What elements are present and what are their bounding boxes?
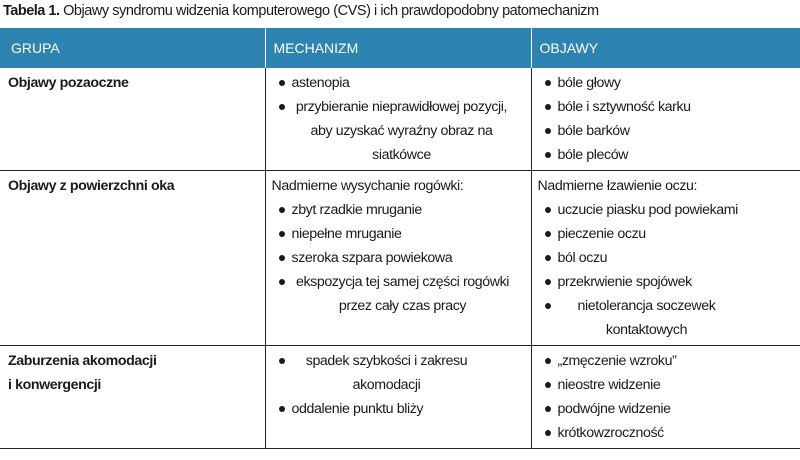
list-item — [266, 349, 525, 397]
group-label: Objawy z powierzchni oka — [8, 178, 175, 194]
mechanism-list — [266, 198, 525, 318]
mechanism-cell — [265, 68, 531, 171]
group-cell — [0, 171, 265, 346]
symptoms-intro: Nadmierne łzawienie oczu: — [537, 178, 698, 194]
symptoms-cell — [531, 171, 800, 346]
symptoms-list — [532, 349, 795, 445]
list-item: przekrwienie spojówek — [532, 270, 795, 294]
mechanism-cell — [265, 346, 531, 449]
list-item — [266, 95, 525, 167]
symptoms-cell — [531, 346, 800, 449]
list-item: „zmęczenie wzroku” — [532, 349, 795, 373]
symptoms-table — [0, 28, 800, 449]
list-item — [532, 294, 795, 342]
list-item: bóle głowy — [532, 71, 795, 95]
table-row — [0, 68, 800, 171]
list-item: oddalenie punktu bliży — [266, 397, 525, 421]
list-item: bóle barków — [532, 119, 795, 143]
list-item-text: spadek szybkości i zakresu akomodacji — [305, 353, 468, 393]
table-caption — [3, 3, 800, 19]
symptoms-list — [532, 198, 795, 342]
table-row — [0, 346, 800, 449]
list-item: krótkowzroczność — [532, 421, 795, 445]
list-item: astenopia — [266, 71, 525, 95]
list-item: podwójne widzenie — [532, 397, 795, 421]
list-item: nieostre widzenie — [532, 373, 795, 397]
table-header — [0, 28, 800, 68]
header-grupa: GRUPA — [0, 28, 265, 68]
group-label: Objawy pozaoczne — [8, 75, 129, 91]
group-cell — [0, 346, 265, 449]
table-body — [0, 68, 800, 449]
header-mechanizm: MECHANIZM — [265, 28, 531, 68]
list-item-text: ekspozycja tej samej części rogówki przez cały czas pracy — [295, 274, 510, 314]
header-objawy: OBJAWY — [531, 28, 800, 68]
caption-label: Tabela 1. — [3, 3, 60, 19]
list-item: uczucie piasku pod powiekami — [532, 198, 795, 222]
group-label: Zaburzenia akomodacji i konwergencji — [8, 353, 157, 393]
list-item: niepełne mruganie — [266, 222, 525, 246]
list-item: bóle i sztywność karku — [532, 95, 795, 119]
list-item: szeroka szpara powiekowa — [266, 246, 525, 270]
list-item — [266, 270, 525, 318]
mechanism-list — [266, 349, 525, 421]
caption-text: Objawy syndromu widzenia komputerowego (CVS) i ich prawdopodobny patomechanizm — [59, 3, 599, 19]
header-row — [0, 28, 800, 68]
symptoms-cell — [531, 68, 800, 171]
list-item-text: przybieranie nieprawidłowej pozycji, aby uzyskać wyraźny obraz na siatkówce — [295, 99, 508, 163]
list-item: pieczenie oczu — [532, 222, 795, 246]
mechanism-list — [266, 71, 525, 167]
mechanism-intro: Nadmierne wysychanie rogówki: — [271, 178, 464, 194]
list-item-text: nietolerancja soczewek kontaktowych — [577, 298, 716, 338]
table-row — [0, 171, 800, 346]
group-cell — [0, 68, 265, 171]
symptoms-list — [532, 71, 795, 167]
list-item: zbyt rzadkie mruganie — [266, 198, 525, 222]
list-item: bóle pleców — [532, 143, 795, 167]
mechanism-cell — [265, 171, 531, 346]
list-item: ból oczu — [532, 246, 795, 270]
